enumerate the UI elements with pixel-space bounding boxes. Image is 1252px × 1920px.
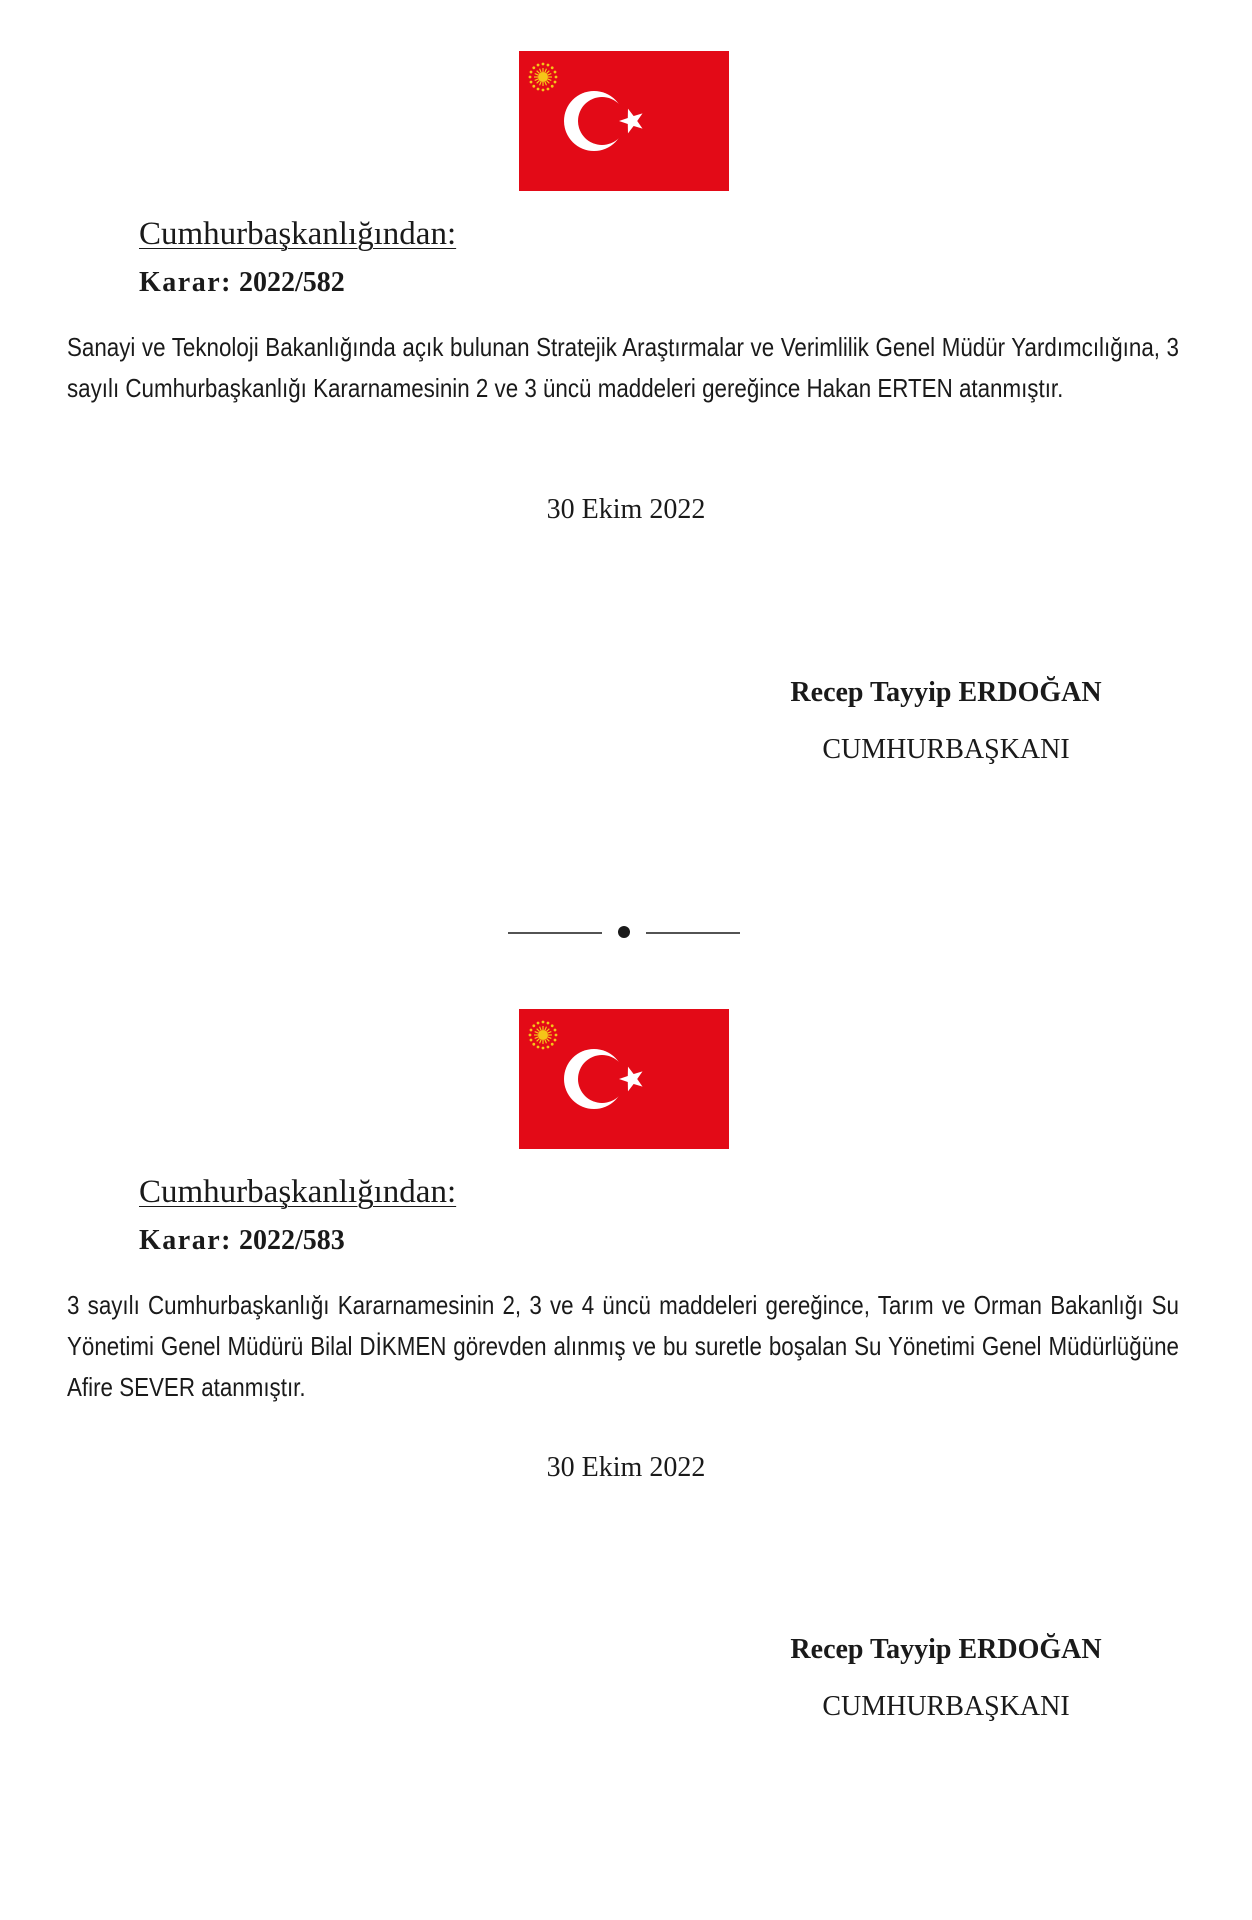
decision-body: 3 sayılı Cumhurbaşkanlığı Kararnamesinin 2, 3 ve 4 üncü maddeleri gereğince, Tarım ve Orman Bakanlığı Su Yönetimi Genel Müdürü Bilal DİKMEN görevden alınmış ve bu suretle boşalan Su Yönetimi Genel Müdürlüğüne Afire SEVER atanmıştır. xyxy=(67,1290,1179,1402)
decision-number: 2022/582 xyxy=(238,267,345,298)
decision-number: 2022/583 xyxy=(238,1225,345,1256)
signer-title: CUMHURBAŞKANI xyxy=(822,1691,1070,1722)
signer-name: Recep Tayyip ERDOĞAN xyxy=(790,1634,1102,1665)
decision-label: Karar: xyxy=(139,267,232,298)
signer-name: Recep Tayyip ERDOĞAN xyxy=(790,677,1102,708)
decision-body: Sanayi ve Teknoloji Bakanlığında açık bulunan Stratejik Araştırmalar ve Verimlilik Genel Müdür Yardımcılığına, 3 sayılı Cumhurbaşkanlığı Kararnamesinin 2 ve 3 üncü maddeleri gereğince Hakan ERTEN atanmıştır. xyxy=(67,332,1179,403)
presidential-flag-icon xyxy=(519,51,729,191)
issuer-heading: Cumhurbaşkanlığından: xyxy=(139,1174,457,1210)
decision-label: Karar: xyxy=(139,1225,232,1256)
presidential-flag-icon xyxy=(519,1009,729,1149)
decision-number-line xyxy=(139,1225,345,1257)
decision-number-line xyxy=(139,267,345,299)
decision-date: 30 Ekim 2022 xyxy=(546,494,706,525)
decision-date: 30 Ekim 2022 xyxy=(546,1452,706,1483)
issuer-heading: Cumhurbaşkanlığından: xyxy=(139,216,457,252)
section-separator xyxy=(500,922,748,942)
signer-title: CUMHURBAŞKANI xyxy=(822,734,1070,765)
